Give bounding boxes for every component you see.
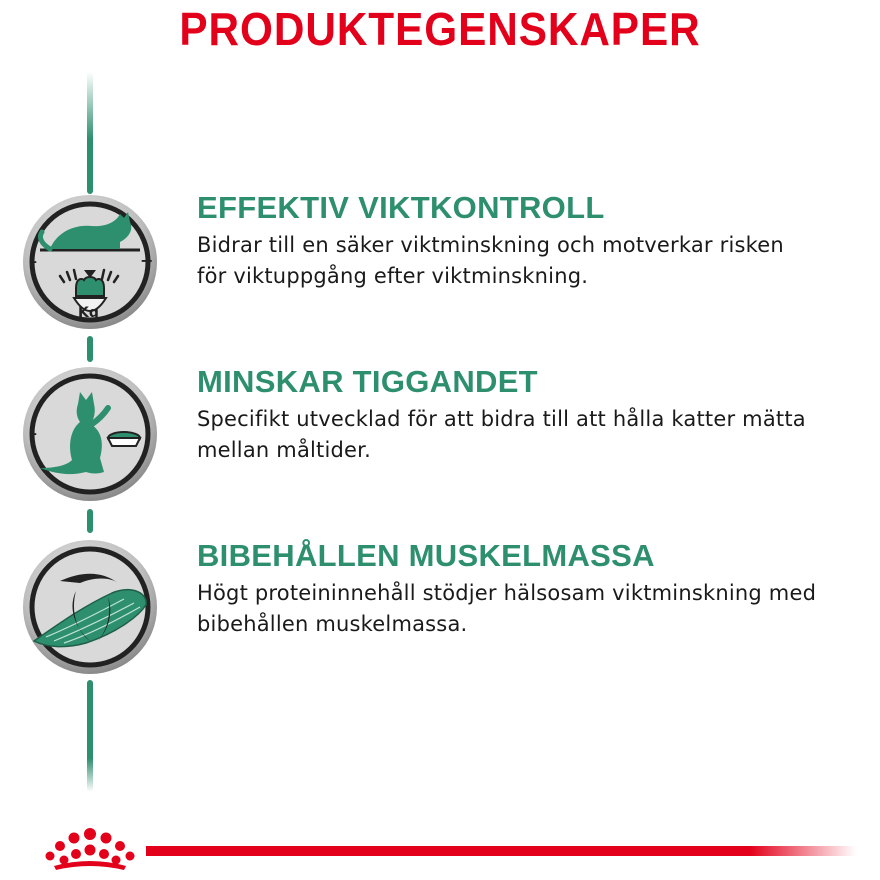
begging-cat-bowl-icon	[20, 364, 160, 504]
description-line: Specifikt utvecklad för att bidra till att hålla katter mätta	[197, 407, 806, 431]
description-line: Bidrar till en säker viktminskning och motverkar risken	[197, 233, 784, 257]
description-line: bibehållen muskelmassa.	[197, 612, 468, 636]
minus-label: –	[30, 426, 37, 442]
timeline-line	[87, 509, 93, 533]
feature-description	[197, 230, 867, 292]
plus-label: +	[140, 251, 154, 270]
feature-heading: MINSKAR TIGGANDET	[197, 364, 538, 399]
feature-description	[197, 404, 867, 466]
description-line: mellan måltider.	[197, 438, 371, 462]
kg-label: Kg	[78, 305, 99, 321]
footer-divider	[146, 846, 856, 856]
feature-heading: EFFEKTIV VIKTKONTROLL	[197, 190, 605, 225]
timeline-line	[87, 680, 93, 792]
feature-description	[197, 578, 867, 640]
timeline-line	[87, 336, 93, 362]
minus-label: –	[30, 254, 37, 270]
feature-muscle-mass	[197, 538, 867, 640]
feature-weight-control	[197, 190, 867, 292]
muscle-fiber-icon	[20, 537, 160, 677]
description-line: Högt proteininnehåll stödjer hälsosam viktminskning med	[197, 581, 817, 605]
page-title: PRODUKTEGENSKAPER	[179, 3, 701, 55]
timeline-line	[87, 72, 93, 194]
feature-heading: BIBEHÅLLEN MUSKELMASSA	[197, 538, 655, 573]
feature-reduce-begging	[197, 364, 867, 466]
royal-crown-icon	[44, 826, 136, 872]
weight-control-cat-scale-icon	[20, 192, 160, 332]
description-line: för viktuppgång efter viktminskning.	[197, 264, 589, 288]
